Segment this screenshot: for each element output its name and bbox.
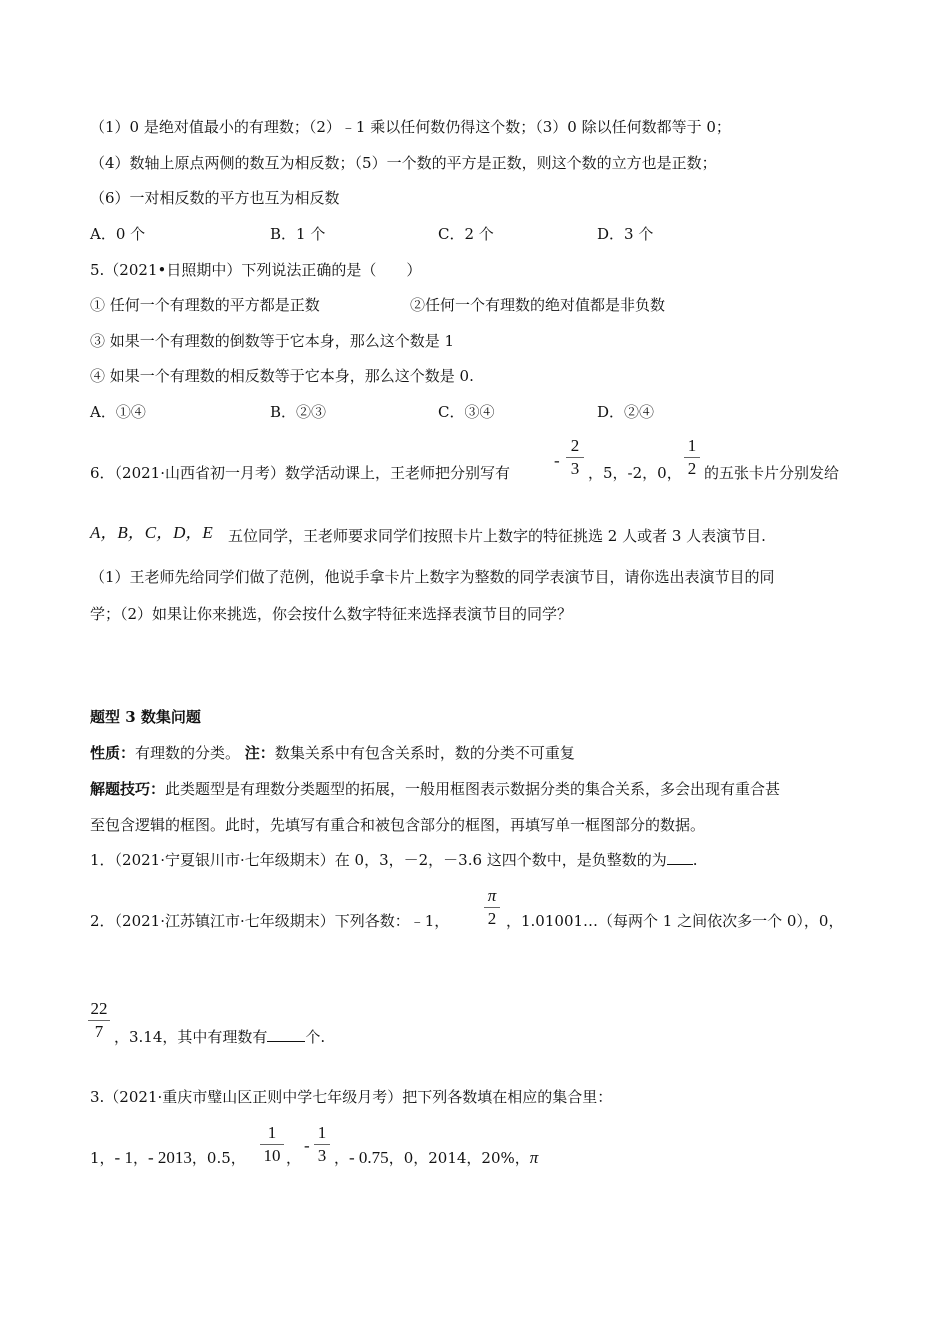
problem-2-suffix [114,1027,325,1047]
problem-1-text: 1．（2021·宁夏银川市·七年级期末）在 0，3，－2，－3.6 这四个数中，是负整数的为 [90,851,667,869]
section-title: 题型 3 数集问题 [90,708,201,726]
q6-line-4: 学；（2）如果让你来挑选，你会按什么数字特征来选择表演节目的同学？ [90,605,573,623]
problem-1 [90,850,698,870]
answer-blank[interactable] [267,1027,305,1042]
fraction-bar [88,1020,110,1021]
section-tip-2: 至包含逻辑的框图。此时，先填写有重合和被包含部分的框图，再填写单一框图部分的数据。 [90,816,706,834]
q4-statement-4-5: （4）数轴上原点两侧的数互为相反数；（5）一个数的平方是正数，则这个数的立方也是正数； [90,154,717,172]
p3-text-c: ，0，2014，20%， [388,1149,530,1167]
nature-label: 性质： [90,744,136,762]
q5-statement-3: ③ 如果一个有理数的倒数等于它本身，那么这个数是 1 [90,332,455,350]
fraction-denominator: 3 [317,1146,327,1165]
note-label: 注： [244,744,275,762]
problem-1-end: . [692,851,698,869]
q5-option-d: D．②④ [597,403,655,421]
q6-fraction-one-half [684,436,700,479]
p3-fraction-one-third [314,1123,330,1166]
nature-text: 有理数的分类。 [135,744,245,762]
fraction-numerator: 2 [570,436,580,455]
problem-3-stem: 3.（2021·重庆市璧山区正则中学七年级月考）把下列各数填在相应的集合里： [90,1088,613,1106]
q6-fraction-two-thirds [566,436,584,479]
q5-option-b: B．②③ [270,403,327,421]
fraction-numerator: 1 [267,1123,277,1142]
p3-text-b: ，0.5， [191,1149,246,1167]
q5-statement-4: ④ 如果一个有理数的相反数等于它本身，那么这个数是 0. [90,367,474,385]
fraction-denominator: 7 [94,1022,104,1041]
q6-line-2: 五位同学，王老师要求同学们按照卡片上数字的特征挑选 2 人或者 3 人表演节目. [228,527,766,545]
q6-stem-suffix: 的五张卡片分别发给 [704,464,840,482]
q6-stem-prefix: 6．（2021·山西省初一月考）数学活动课上，王老师把分别写有 [90,464,510,482]
problem-2-end: 个. [305,1028,326,1046]
fraction-denominator: 2 [687,459,697,478]
section-tip [90,779,780,799]
tip-text-1: 此类题型是有理数分类题型的拓展，一般用框图表示数据分类的集合关系，多会出现有重合甚 [165,780,781,798]
q5-option-a: A．①④ [90,403,146,421]
fraction-numerator: 22 [90,999,108,1018]
p3-number-list-a [90,1148,246,1168]
problem-2-prefix: 2．（2021·江苏镇江市·七年级期末）下列各数：﹣1， [90,912,450,930]
p2-fraction-22-7 [88,999,110,1042]
p3-number-list-b [334,1148,538,1168]
fraction-bar [684,457,700,458]
q4-option-a: A．0 个 [90,225,146,243]
p3-minus-sign: - [304,1136,310,1155]
p3-text-a: 1， [90,1149,115,1167]
q4-statement-6: （6）一对相反数的平方也互为相反数 [90,189,340,207]
problem-2-mid: ，1.01001…（每两个 1 之间依次多一个 0），0， [506,912,844,930]
fraction-bar [314,1144,330,1145]
fraction-bar [484,907,500,908]
p3-pi: π [529,1148,539,1167]
fraction-bar [260,1144,284,1145]
answer-blank[interactable] [667,850,693,865]
section-nature [90,743,575,763]
q6-line-3: （1）王老师先给同学们做了范例，他说手拿卡片上数字为整数的同学表演节目，请你选出表演节目的同 [90,568,775,586]
problem-2-suffix-text: ，3.14，其中有理数有 [114,1028,268,1046]
p2-fraction-pi-half [484,886,500,929]
q5-option-c: C．③④ [438,403,495,421]
fraction-denominator: 3 [570,459,580,478]
q6-students: A，B，C，D，E [90,523,213,542]
q5-statement-2: ②任何一个有理数的绝对值都是非负数 [410,296,666,314]
fraction-denominator: 10 [263,1146,281,1165]
fraction-bar [566,457,584,458]
p3-neg-075: - 0.75 [349,1148,389,1167]
q4-option-b: B．1 个 [270,225,326,243]
q5-statement-1: ① 任何一个有理数的平方都是正数 [90,296,320,314]
q6-minus-sign: - [554,451,560,470]
q5-stem: 5.（2021•日照期中）下列说法正确的是（ ） [90,261,422,279]
p3-neg-2013: - 2013 [147,1148,192,1167]
note-text: 数集关系中有包含关系时，数的分类不可重复 [274,744,575,762]
fraction-numerator: 1 [317,1123,327,1142]
p3-fraction-one-tenth [260,1123,284,1166]
fraction-denominator: 2 [487,909,497,928]
q4-option-d: D．3 个 [597,225,654,243]
tip-label: 解题技巧： [90,780,166,798]
fraction-numerator: 1 [687,436,697,455]
p3-neg-one: - 1 [114,1148,133,1167]
p3-comma-3: ， [334,1149,350,1167]
q6-stem-mid: ，5，-2，0， [588,464,682,482]
p3-comma: ， [132,1149,148,1167]
fraction-numerator: π [487,886,497,905]
p3-comma-2: ， [286,1149,302,1167]
q4-option-c: C．2 个 [438,225,494,243]
q4-statement-1-3: （1）0 是绝对值最小的有理数；（2）﹣1 乘以任何数仍得这个数；（3）0 除以任何数都等于 0； [90,118,731,136]
